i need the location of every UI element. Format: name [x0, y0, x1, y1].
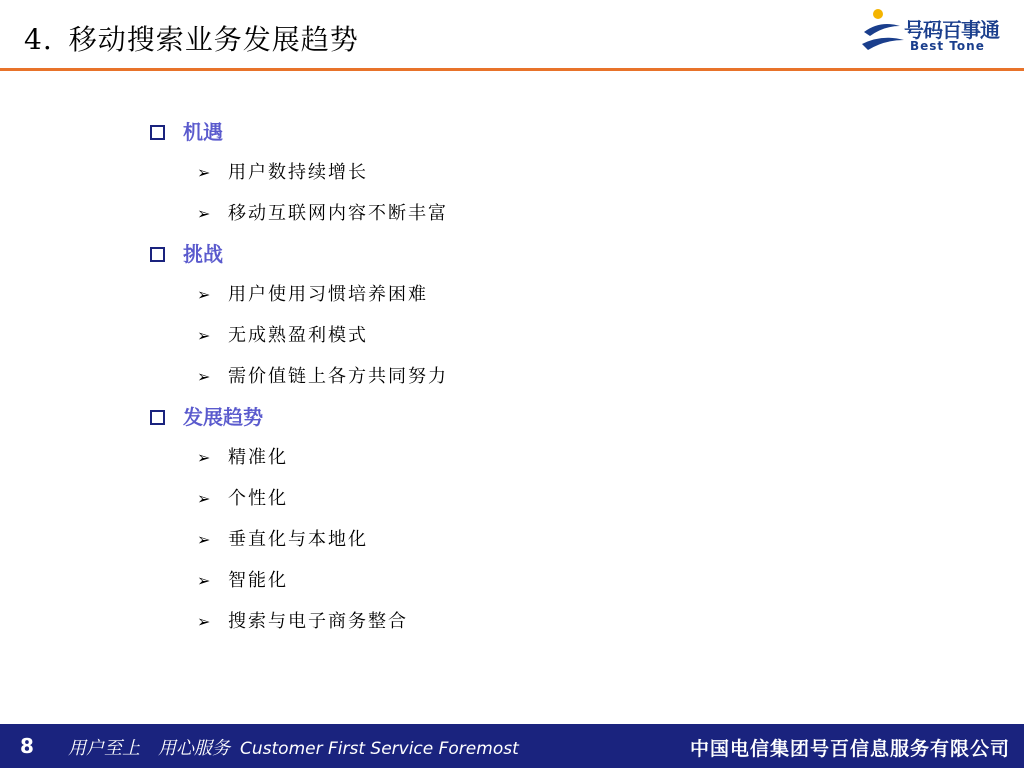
- item-label: 移动互联网内容不断丰富: [228, 203, 448, 224]
- item-label: 需价值链上各方共同努力: [228, 366, 448, 387]
- section-label: 机遇: [183, 120, 223, 144]
- title-number: 4.: [24, 23, 53, 56]
- square-bullet-icon: [150, 125, 165, 140]
- arrow-bullet-icon: ➢: [197, 448, 213, 467]
- item-label: 精准化: [228, 447, 288, 468]
- item-label: 搜索与电子商务整合: [228, 611, 408, 632]
- square-bullet-icon: [150, 410, 165, 425]
- slogan-chinese: 用户至上 用心服务: [68, 738, 230, 759]
- item-label: 智能化: [228, 570, 288, 591]
- slogan: [68, 734, 519, 760]
- arrow-bullet-icon: ➢: [197, 285, 213, 304]
- footer-bar: [0, 724, 1024, 768]
- company-name: 中国电信集团号百信息服务有限公司: [689, 738, 1010, 760]
- title-text: 移动搜索业务发展趋势: [68, 23, 359, 56]
- item-label: 个性化: [228, 488, 288, 509]
- logo-chinese-text: 号码百事通: [904, 18, 999, 42]
- arrow-bullet-icon: ➢: [197, 571, 213, 590]
- arrow-bullet-icon: ➢: [197, 489, 213, 508]
- logo-swoosh-icon: [858, 6, 908, 58]
- arrow-bullet-icon: ➢: [197, 204, 213, 223]
- arrow-bullet-icon: ➢: [197, 530, 213, 549]
- item-label: 无成熟盈利模式: [228, 325, 368, 346]
- header-rule: [0, 68, 1024, 71]
- section-label: 发展趋势: [183, 405, 263, 429]
- page-number: 8: [20, 734, 34, 758]
- best-tone-logo: [858, 6, 1008, 62]
- arrow-bullet-icon: ➢: [197, 612, 213, 631]
- square-bullet-icon: [150, 247, 165, 262]
- arrow-bullet-icon: ➢: [197, 326, 213, 345]
- slogan-english: Customer First Service Foremost: [240, 739, 519, 759]
- arrow-bullet-icon: ➢: [197, 163, 213, 182]
- slide-title: [24, 18, 359, 58]
- item-label: 用户使用习惯培养困难: [228, 284, 428, 305]
- item-label: 垂直化与本地化: [228, 529, 368, 550]
- logo-english-text: Best Tone: [910, 39, 985, 53]
- section-label: 挑战: [183, 242, 223, 266]
- arrow-bullet-icon: ➢: [197, 367, 213, 386]
- item-label: 用户数持续增长: [228, 162, 368, 183]
